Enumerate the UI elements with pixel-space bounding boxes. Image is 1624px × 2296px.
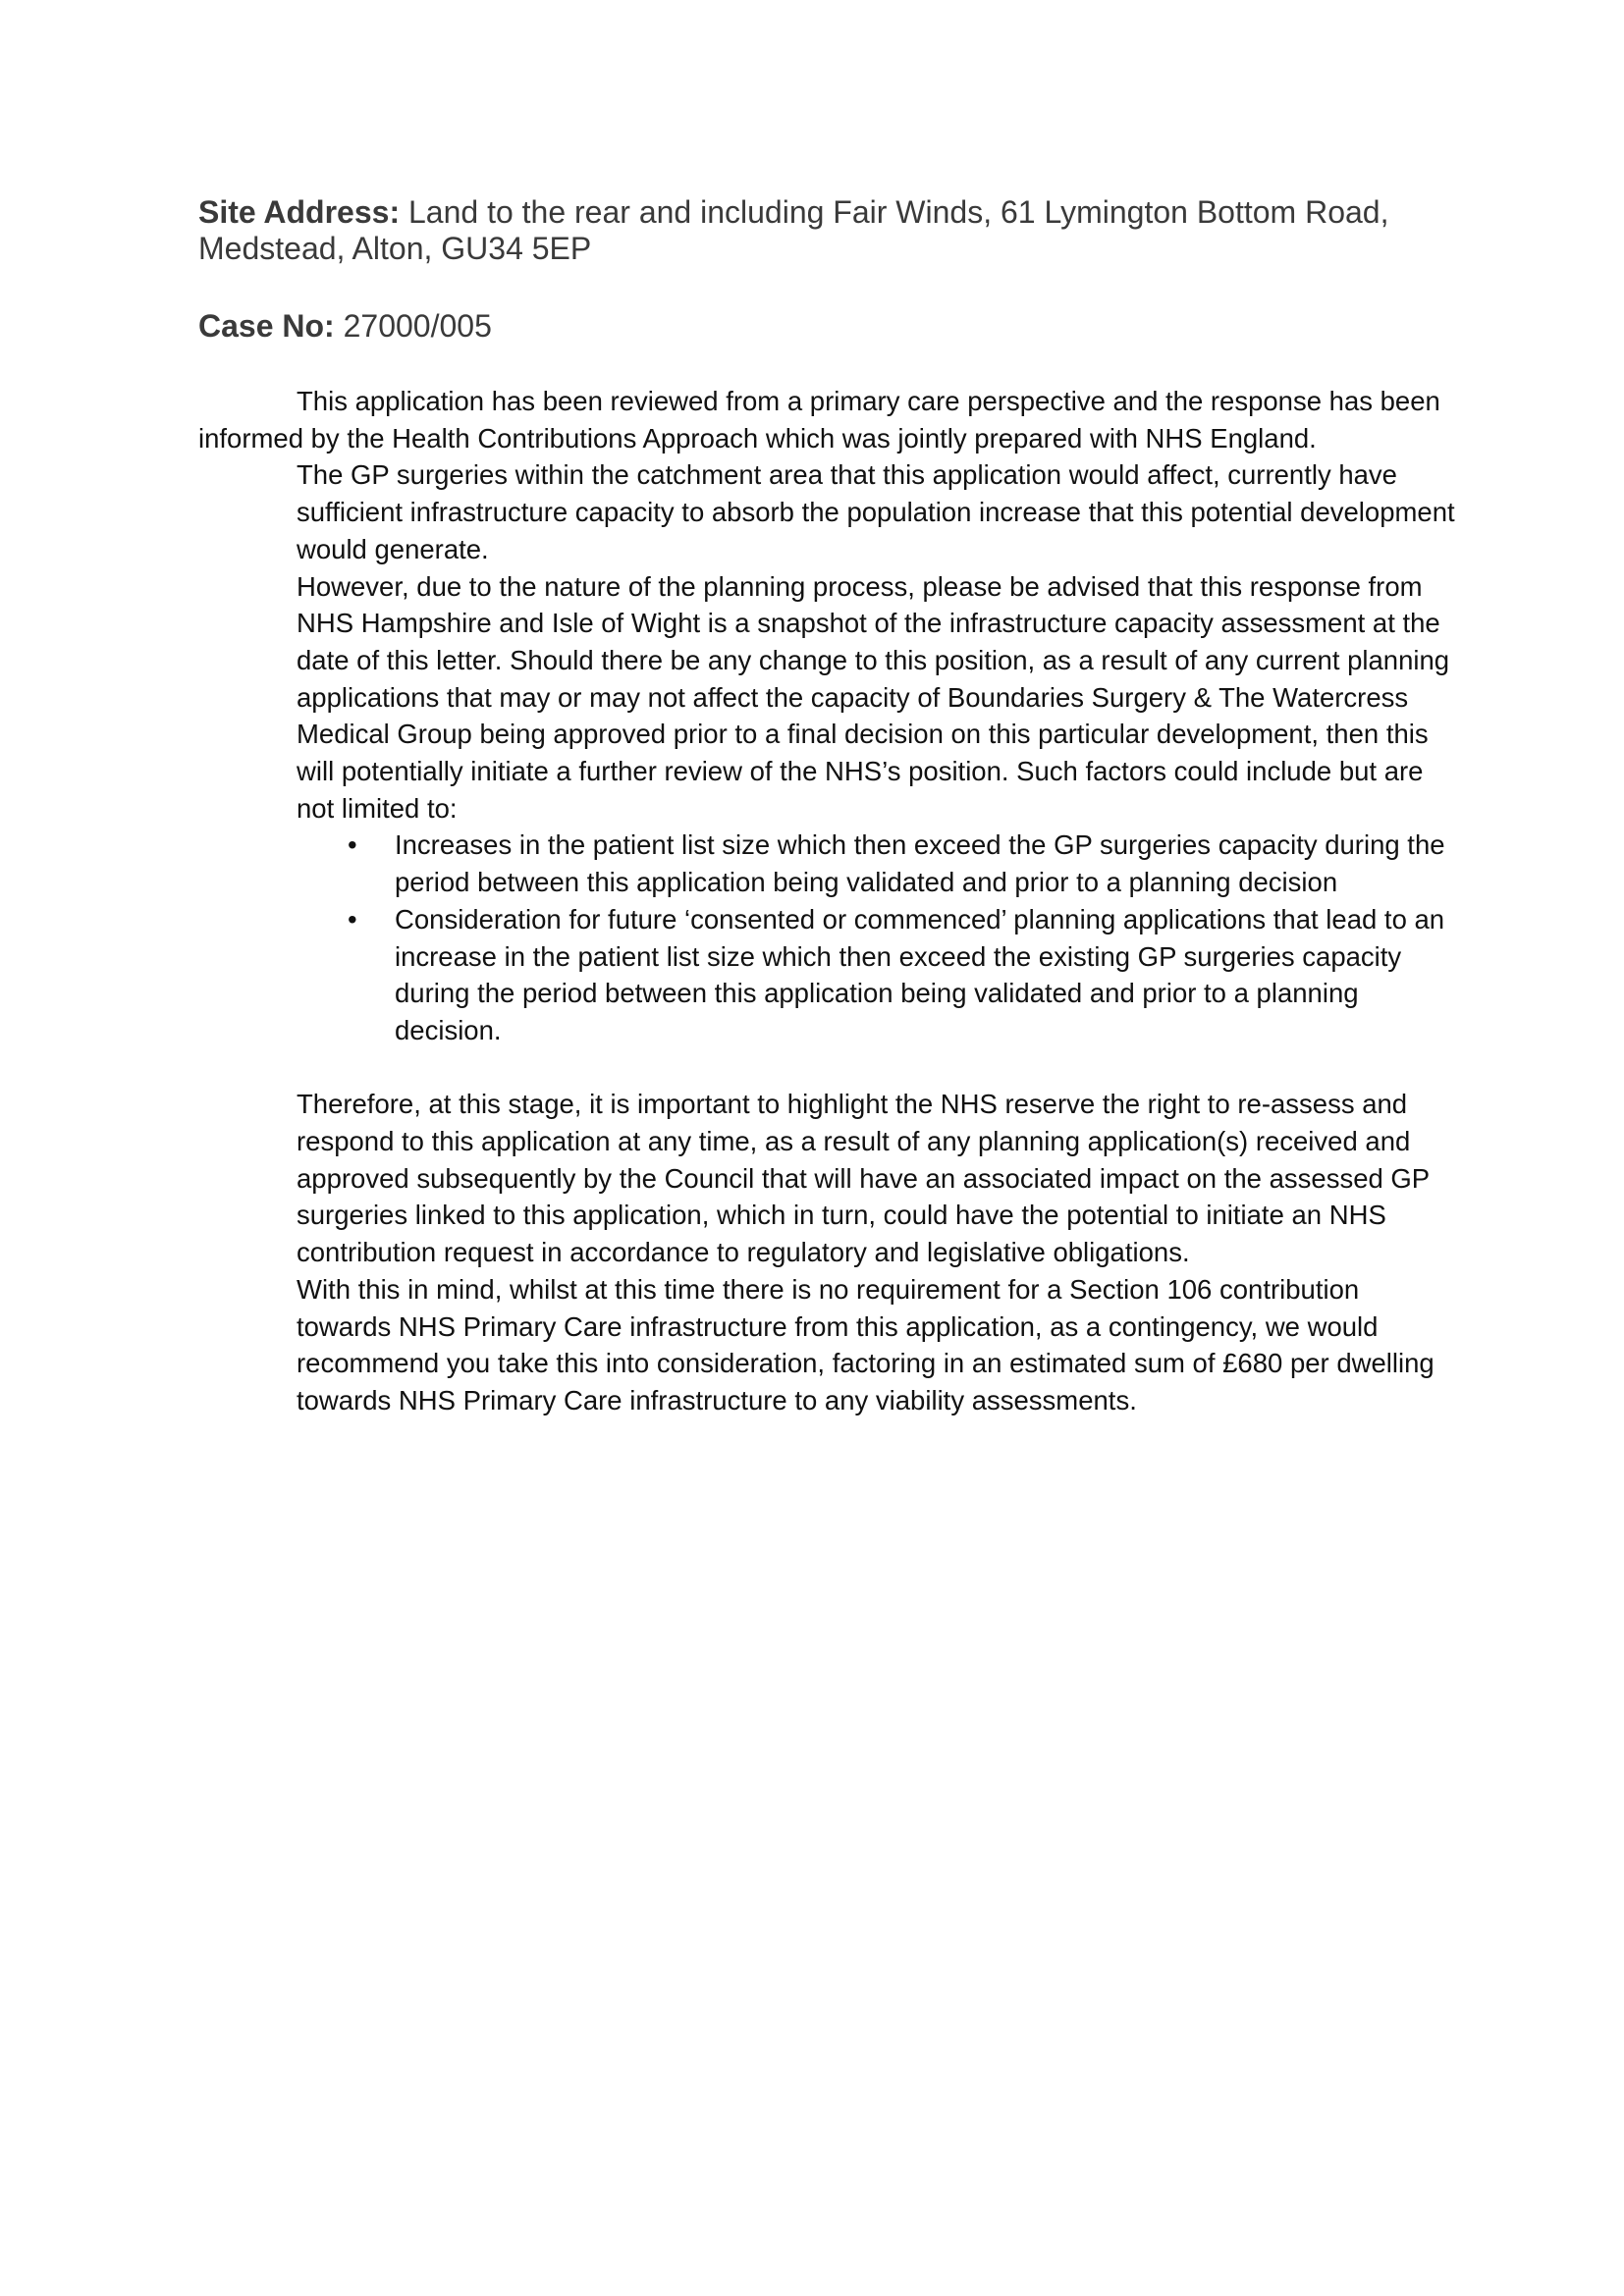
contingency-paragraph: With this in mind, whilst at this time there is no requirement for a Section 106 contribution towards NHS Primary Care infrastructure from this application, as a contingency, we would recommend you take this into consideration, factoring in an estimated sum of £680 per dwelling towards NHS Primary Care infrastructure to any viability assessments. [297, 1273, 1435, 1415]
case-number-value: 27000/005 [334, 308, 492, 344]
therefore-paragraph: Therefore, at this stage, it is important to highlight the NHS reserve the right to re-assess and respond to this application at any time, as a result of any planning application(s) received and approved subsequently by the Council that will have an associated impact on the assessed GP surgeries linked to this application, which in turn, could have the potential to initiate an NHS contribution request in accordance to regulatory and legislative obligations. [297, 1089, 1430, 1268]
letter-body [198, 383, 1455, 1419]
closing-section [198, 1086, 1455, 1418]
list-item [348, 901, 1455, 1049]
capacity-paragraph: The GP surgeries within the catchment area that this application would affect, currently have sufficient infrastructure capacity to absorb the population increase that this potential development would generate. [297, 459, 1455, 564]
factors-list [198, 827, 1455, 1048]
site-address-value: Land to the rear and including Fair Winds, 61 Lymington Bottom Road, Medstead, Alton, GU34 5EP [198, 194, 1389, 266]
intro-paragraph: This application has been reviewed from a primary care perspective and the response has been informed by the Health Contributions Approach which was jointly prepared with NHS England. [198, 386, 1440, 454]
indented-section [198, 456, 1455, 827]
list-item [348, 827, 1455, 900]
list-item-text: Consideration for future ‘consented or commenced’ planning applications that lead to an increase in the patient list size which then exceed the existing GP surgeries capacity during the period between this application being validated and prior to a planning decision. [395, 903, 1445, 1045]
bullet-icon: • [348, 903, 357, 934]
case-number-label: Case No: [198, 308, 335, 344]
site-address-label: Site Address: [198, 194, 401, 230]
case-number [198, 308, 492, 345]
paragraph-gap [198, 1049, 1455, 1087]
however-paragraph: However, due to the nature of the planning process, please be advised that this response from NHS Hampshire and Isle of Wight is a snapshot of the infrastructure capacity assessment at the date of this letter. Should there be any change to this position, as a result of any current planning applications that may or may not affect the capacity of Boundaries Surgery & The Watercress Medical Group being approved prior to a final decision on this particular development, then this will potentially initiate a further review of the NHS’s position. Such factors could include but are not limited to: [297, 570, 1450, 824]
list-item-text: Increases in the patient list size which then exceed the GP surgeries capacity during the period between this application being validated and prior to a planning decision [395, 829, 1445, 898]
bullet-icon: • [348, 829, 357, 861]
site-address [198, 194, 1435, 267]
